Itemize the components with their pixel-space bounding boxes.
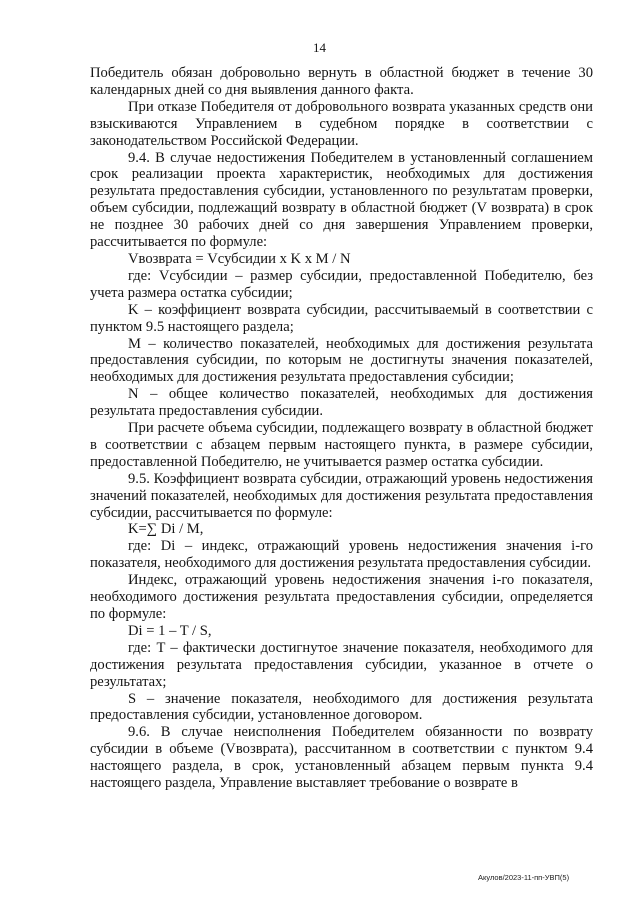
formula-v-refund: Vвозврата = Vсубсидии x K x M / N	[128, 250, 351, 267]
definition-t: где: T – фактически достигнутое значение показателя, необходимого для достижения результата предоставления субсидии, указанное в отчете о результатах;	[90, 639, 593, 690]
paragraph-section-9-6: 9.6. В случае неисполнения Победителем обязанности по возврату субсидии в объеме (Vвозврата), рассчитанном в соответствии с пунктом 9.4 настоящего раздела, в срок, установленный абзацем первым пункта 9.4 настоящего раздела, Управление выставляет требование о возврате в	[90, 724, 593, 792]
paragraph-remainder-note: При расчете объема субсидии, подлежащего возврату в областной бюджет в соответствии с абзацем первым настоящего пункта, в размере субсидии, предоставленной Победителю, не учитывается размер остатка субсидии.	[90, 420, 593, 470]
document-footer-code: Акулов/2023-11-пп-УВП(5)	[478, 873, 570, 882]
definition-k: K – коэффициент возврата субсидии, рассчитываемый в соответствии с пунктом 9.5 настоящего раздела;	[90, 301, 593, 335]
definition-s: S – значение показателя, необходимого для достижения результата предоставления субсидии, установленное договором.	[90, 690, 593, 724]
definition-v-subsidy: где: Vсубсидии – размер субсидии, предоставленной Победителю, без учета размера остатка субсидии;	[90, 267, 593, 301]
paragraph-refund-obligation: Победитель обязан добровольно вернуть в областной бюджет в течение 30 календарных дней со дня выявления данного факта.	[90, 65, 593, 98]
definition-n: N – общее количество показателей, необходимых для достижения результата предоставления субсидии.	[90, 386, 593, 420]
formula-k: K=∑ Di / M,	[128, 521, 204, 538]
definition-di: где: Di – индекс, отражающий уровень недостижения значения i-го показателя, необходимого для достижения результата предоставления субсидии.	[90, 538, 593, 572]
document-body	[90, 65, 593, 792]
definition-m: M – количество показателей, необходимых для достижения результата предоставления субсидии, по которым не достигнуты значения показателей, необходимых для достижения результата предоставления субсидии;	[90, 335, 593, 386]
page-number: 14	[313, 40, 326, 55]
paragraph-index-definition: Индекс, отражающий уровень недостижения значения i-го показателя, необходимого достижения результата предоставления субсидии, определяется по формуле:	[90, 572, 593, 622]
paragraph-section-9-4: 9.4. В случае недостижения Победителем в установленный соглашением срок реализации проекта характеристик, необходимых для достижения результата предоставления субсидии, установленного по результатам проверки, объем субсидии, подлежащий возврату в областной бюджет (V возврата) в срок не позднее 30 рабочих дней со дня завершения Управлением проверки, рассчитывается по формуле:	[90, 149, 593, 251]
paragraph-section-9-5: 9.5. Коэффициент возврата субсидии, отражающий уровень недостижения значений показателей, необходимых для достижения результата предоставления субсидии, рассчитывается по формуле:	[90, 470, 593, 521]
paragraph-refusal-recovery: При отказе Победителя от добровольного возврата указанных средств они взыскиваются Управлением в судебном порядке в соответствии с законодательством Российской Федерации.	[90, 98, 593, 149]
formula-di: Di = 1 – T / S,	[128, 622, 212, 639]
